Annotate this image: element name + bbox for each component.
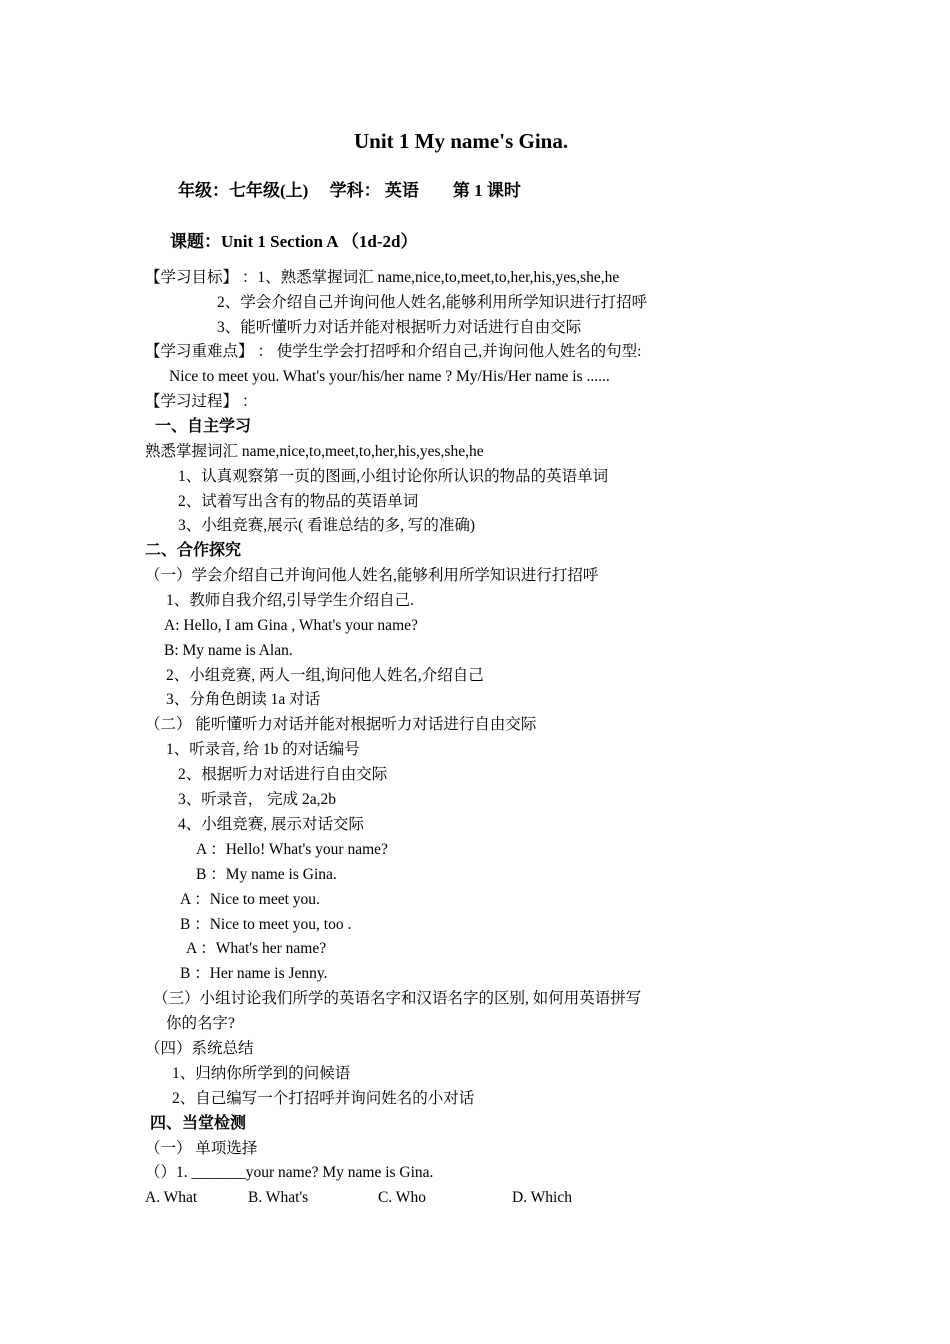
vocab-line: 熟悉掌握词汇 name,nice,to,meet,to,her,his,yes,she,he xyxy=(145,443,484,460)
key-points-line: 【学习重难点】 ： 使学生学会打招呼和介绍自己,并询问他人姓名的句型: xyxy=(145,343,642,360)
dialog-line-5: A ：What's her name? xyxy=(186,940,327,957)
dialog-line-6: B ：Her name is Jenny. xyxy=(180,965,328,982)
doc-topic: 课题：Unit 1 Section A （1d-2d） xyxy=(170,232,418,251)
dialog-line-3: A ：Nice to meet you. xyxy=(180,891,320,908)
option-a: A. What xyxy=(145,1189,198,1206)
dialog-b-line: B: My name is Alan. xyxy=(164,642,293,659)
section-1-heading: 一、自主学习 xyxy=(155,418,252,435)
subsection-3: （三）小组讨论我们所学的英语名字和汉语名字的区别, 如何用英语拼写 xyxy=(153,990,642,1007)
step-2-3: 3、分角色朗读 1a 对话 xyxy=(166,691,321,708)
process-heading: 【学习过程】 ： xyxy=(145,393,258,410)
key-sentence-line: Nice to meet you. What's your/his/her name ? My/His/Her name is ...... xyxy=(169,368,610,385)
dialog-line-4: B ：Nice to meet you, too . xyxy=(180,916,352,933)
step-2-1: 1、教师自我介绍,引导学生介绍自己. xyxy=(166,592,415,609)
step-1-2: 2、试着写出含有的物品的英语单词 xyxy=(178,493,419,510)
step-3-2: 2、根据听力对话进行自由交际 xyxy=(178,766,388,783)
step-3-3: 3、听录音， 完成 2a,2b xyxy=(178,791,337,808)
objectives-line-1: 【学习目标】 ：1、熟悉掌握词汇 name,nice,to,meet,to,her,his,yes,she,he xyxy=(145,269,620,286)
option-c: C. Who xyxy=(378,1189,426,1206)
step-2-2: 2、小组竞赛, 两人一组,询问他人姓名,介绍自己 xyxy=(166,667,484,684)
step-3-4: 4、小组竞赛, 展示对话交际 xyxy=(178,816,365,833)
subsection-3-cont: 你的名字? xyxy=(166,1015,235,1032)
dialog-line-1: A ：Hello! What's your name? xyxy=(196,841,388,858)
dialog-a-line: A: Hello, I am Gina , What's your name? xyxy=(164,617,418,634)
subsection-1: （一）学会介绍自己并询问他人姓名,能够利用所学知识进行打招呼 xyxy=(145,567,599,584)
section-4-heading: 四、当堂检测 xyxy=(150,1115,247,1132)
step-3-1: 1、听录音, 给 1b 的对话编号 xyxy=(166,741,360,758)
test-subsection: （一） 单项选择 xyxy=(145,1140,258,1157)
question-1: （）1. _______your name? My name is Gina. xyxy=(145,1164,434,1181)
subsection-4: （四）系统总结 xyxy=(145,1040,254,1057)
section-2-heading: 二、合作探究 xyxy=(145,542,242,559)
objectives-line-3: 3、能听懂听力对话并能对根据听力对话进行自由交际 xyxy=(217,319,582,336)
option-b: B. What's xyxy=(248,1189,309,1206)
subsection-2: （二） 能听懂听力对话并能对根据听力对话进行自由交际 xyxy=(145,716,537,733)
doc-meta: 年级：七年级(上) 学科： 英语 第 1 课时 xyxy=(178,181,521,200)
dialog-line-2: B ：My name is Gina. xyxy=(196,866,337,883)
doc-title: Unit 1 My name's Gina. xyxy=(354,129,569,153)
step-1-3: 3、小组竞赛,展示( 看谁总结的多, 写的准确) xyxy=(178,517,476,534)
step-1-1: 1、认真观察第一页的图画,小组讨论你所认识的物品的英语单词 xyxy=(178,468,609,485)
objectives-line-2: 2、学会介绍自己并询问他人姓名,能够利用所学知识进行打招呼 xyxy=(217,294,648,311)
summary-2: 2、自己编写一个打招呼并询问姓名的小对话 xyxy=(172,1090,475,1107)
option-d: D. Which xyxy=(512,1189,572,1206)
summary-1: 1、归纳你所学到的问候语 xyxy=(172,1065,351,1082)
